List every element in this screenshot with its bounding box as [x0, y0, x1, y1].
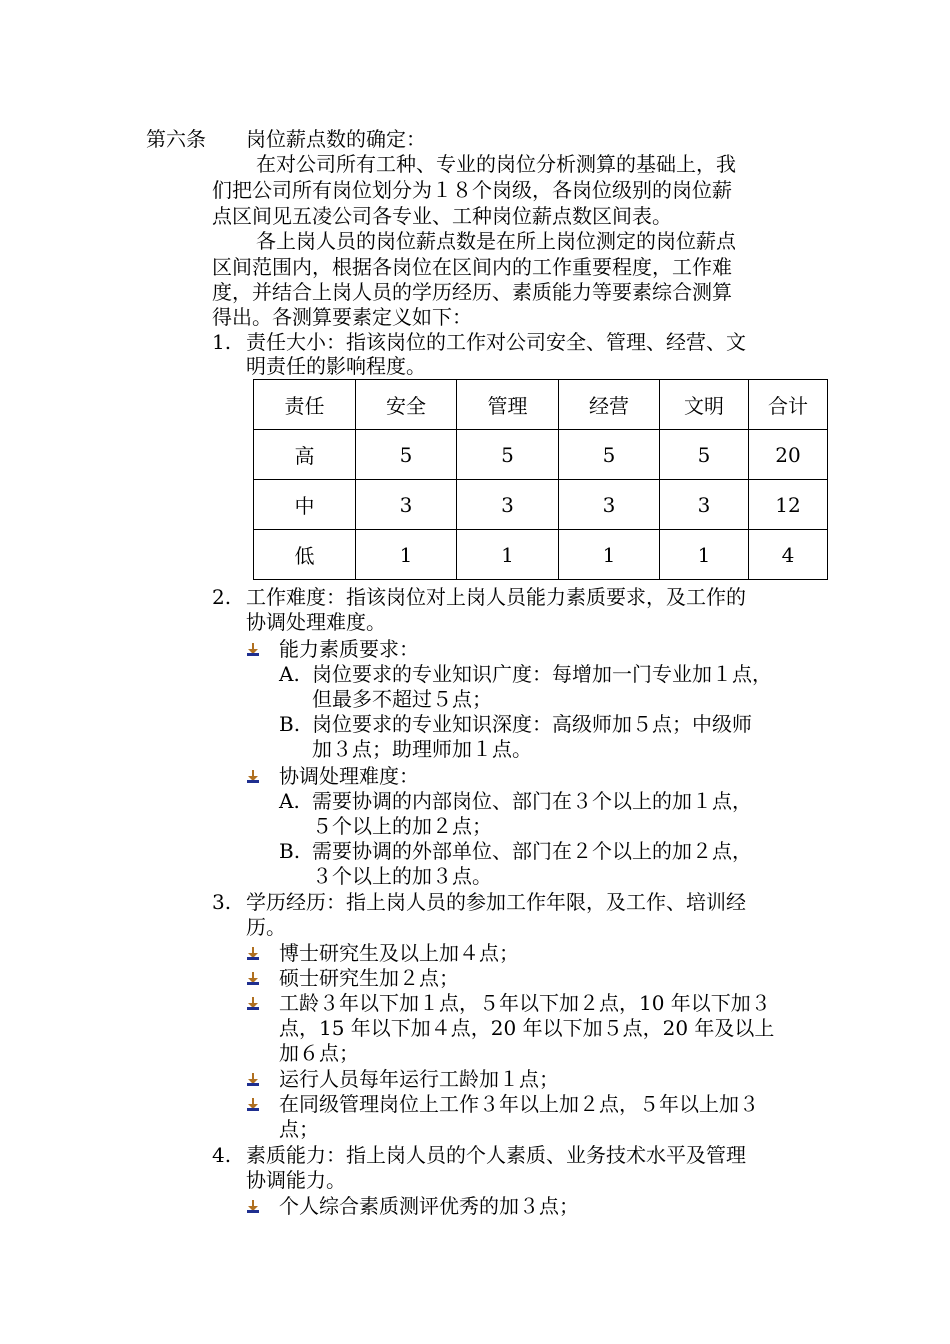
table-header-row	[254, 380, 828, 430]
sub1-b-line-2: 加３点；助理师加１点。	[312, 737, 532, 761]
table-header-cell: 管理	[457, 380, 559, 430]
bullet-icon	[246, 1097, 260, 1111]
sub1-a-mark: A.	[279, 662, 300, 686]
para2-line-2: 区间范围内，根据各岗位在区间内的工作重要程度，工作难	[212, 255, 732, 279]
item3-bullet-5-line-2: 点；	[279, 1117, 319, 1141]
item3-bullet-2: 硕士研究生加２点；	[279, 966, 459, 990]
item1-line-2: 明责任的影响程度。	[246, 354, 426, 378]
sub2-b-mark: B.	[279, 839, 301, 863]
table-cell: 3	[559, 480, 660, 530]
table-cell: 3	[660, 480, 749, 530]
item3-bullet-5-line-1: 在同级管理岗位上工作３年以上加２点，５年以上加３	[279, 1092, 759, 1116]
item4-bullet-1: 个人综合素质测评优秀的加３点；	[279, 1194, 579, 1218]
item1-number: 1.	[212, 330, 232, 354]
para2-line-1: 各上岗人员的岗位薪点数是在所上岗位测定的岗位薪点	[256, 229, 736, 253]
table-header-cell: 文明	[660, 380, 749, 430]
item2-number: 2.	[212, 585, 232, 609]
bullet-icon	[246, 971, 260, 985]
sub1-title: 能力素质要求：	[279, 637, 419, 661]
bullet-icon	[246, 1199, 260, 1213]
table-cell: 1	[559, 530, 660, 580]
item2-line-1: 工作难度：指该岗位对上岗人员能力素质要求，及工作的	[246, 585, 746, 609]
bullet-icon	[246, 946, 260, 960]
table-cell: 4	[749, 530, 828, 580]
table-cell: 5	[559, 430, 660, 480]
table-cell: 5	[356, 430, 457, 480]
sub2-title: 协调处理难度：	[279, 764, 419, 788]
sub1-a-line-1: 岗位要求的专业知识广度：每增加一门专业加１点，	[312, 662, 772, 686]
item4-line-2: 协调能力。	[246, 1168, 346, 1192]
table-cell: 3	[356, 480, 457, 530]
table-row	[254, 430, 828, 480]
table-row	[254, 530, 828, 580]
table-cell: 1	[457, 530, 559, 580]
table-header-cell: 合计	[749, 380, 828, 430]
bullet-icon	[246, 642, 260, 656]
sub1-a-line-2: 但最多不超过５点；	[312, 687, 492, 711]
sub1-b-mark: B.	[279, 712, 301, 736]
sub2-a-line-1: 需要协调的内部岗位、部门在３个以上的加１点，	[312, 789, 752, 813]
sub2-b-line-2: ３个以上的加３点。	[312, 864, 492, 888]
table-cell: 5	[660, 430, 749, 480]
bullet-icon	[246, 769, 260, 783]
article-title: 岗位薪点数的确定：	[246, 127, 426, 151]
table-cell: 中	[254, 480, 356, 530]
sub2-a-mark: A.	[279, 789, 300, 813]
table-row	[254, 480, 828, 530]
sub2-a-line-2: ５个以上的加２点；	[312, 814, 492, 838]
para2-line-3: 度，并结合上岗人员的学历经历、素质能力等要素综合测算	[212, 280, 732, 304]
table-cell: 1	[356, 530, 457, 580]
table-cell: 20	[749, 430, 828, 480]
para1-line-1: 在对公司所有工种、专业的岗位分析测算的基础上，我	[256, 152, 736, 176]
table-cell: 3	[457, 480, 559, 530]
bullet-icon	[246, 1072, 260, 1086]
table-header-cell: 经营	[559, 380, 660, 430]
table-cell: 高	[254, 430, 356, 480]
table-cell: 5	[457, 430, 559, 480]
bullet-icon	[246, 996, 260, 1010]
table-cell: 低	[254, 530, 356, 580]
item2-line-2: 协调处理难度。	[246, 610, 386, 634]
item4-line-1: 素质能力：指上岗人员的个人素质、业务技术水平及管理	[246, 1143, 746, 1167]
responsibility-table	[253, 379, 828, 580]
item3-bullet-3-line-1: 工龄３年以下加１点，５年以下加２点，10 年以下加３	[279, 991, 771, 1015]
item3-bullet-1: 博士研究生及以上加４点；	[279, 941, 519, 965]
table-cell: 1	[660, 530, 749, 580]
sub1-b-line-1: 岗位要求的专业知识深度：高级师加５点；中级师	[312, 712, 752, 736]
para1-line-3: 点区间见五凌公司各专业、工种岗位薪点数区间表。	[212, 204, 672, 228]
item3-line-1: 学历经历：指上岗人员的参加工作年限，及工作、培训经	[246, 890, 746, 914]
sub2-b-line-1: 需要协调的外部单位、部门在２个以上的加２点，	[312, 839, 752, 863]
para1-line-2: 们把公司所有岗位划分为１８个岗级，各岗位级别的岗位薪	[212, 178, 732, 202]
item3-line-2: 历。	[246, 915, 286, 939]
table-header-cell: 安全	[356, 380, 457, 430]
item3-number: 3.	[212, 890, 232, 914]
para2-line-4: 得出。各测算要素定义如下：	[212, 305, 472, 329]
table-cell: 12	[749, 480, 828, 530]
table-header-cell: 责任	[254, 380, 356, 430]
item1-line-1: 责任大小：指该岗位的工作对公司安全、管理、经营、文	[246, 330, 746, 354]
item3-bullet-4: 运行人员每年运行工龄加１点；	[279, 1067, 559, 1091]
article-label: 第六条	[146, 127, 206, 151]
item4-number: 4.	[212, 1143, 232, 1167]
item3-bullet-3-line-3: 加６点；	[279, 1041, 359, 1065]
item3-bullet-3-line-2: 点，15 年以下加４点，20 年以下加５点，20 年及以上	[279, 1016, 775, 1040]
